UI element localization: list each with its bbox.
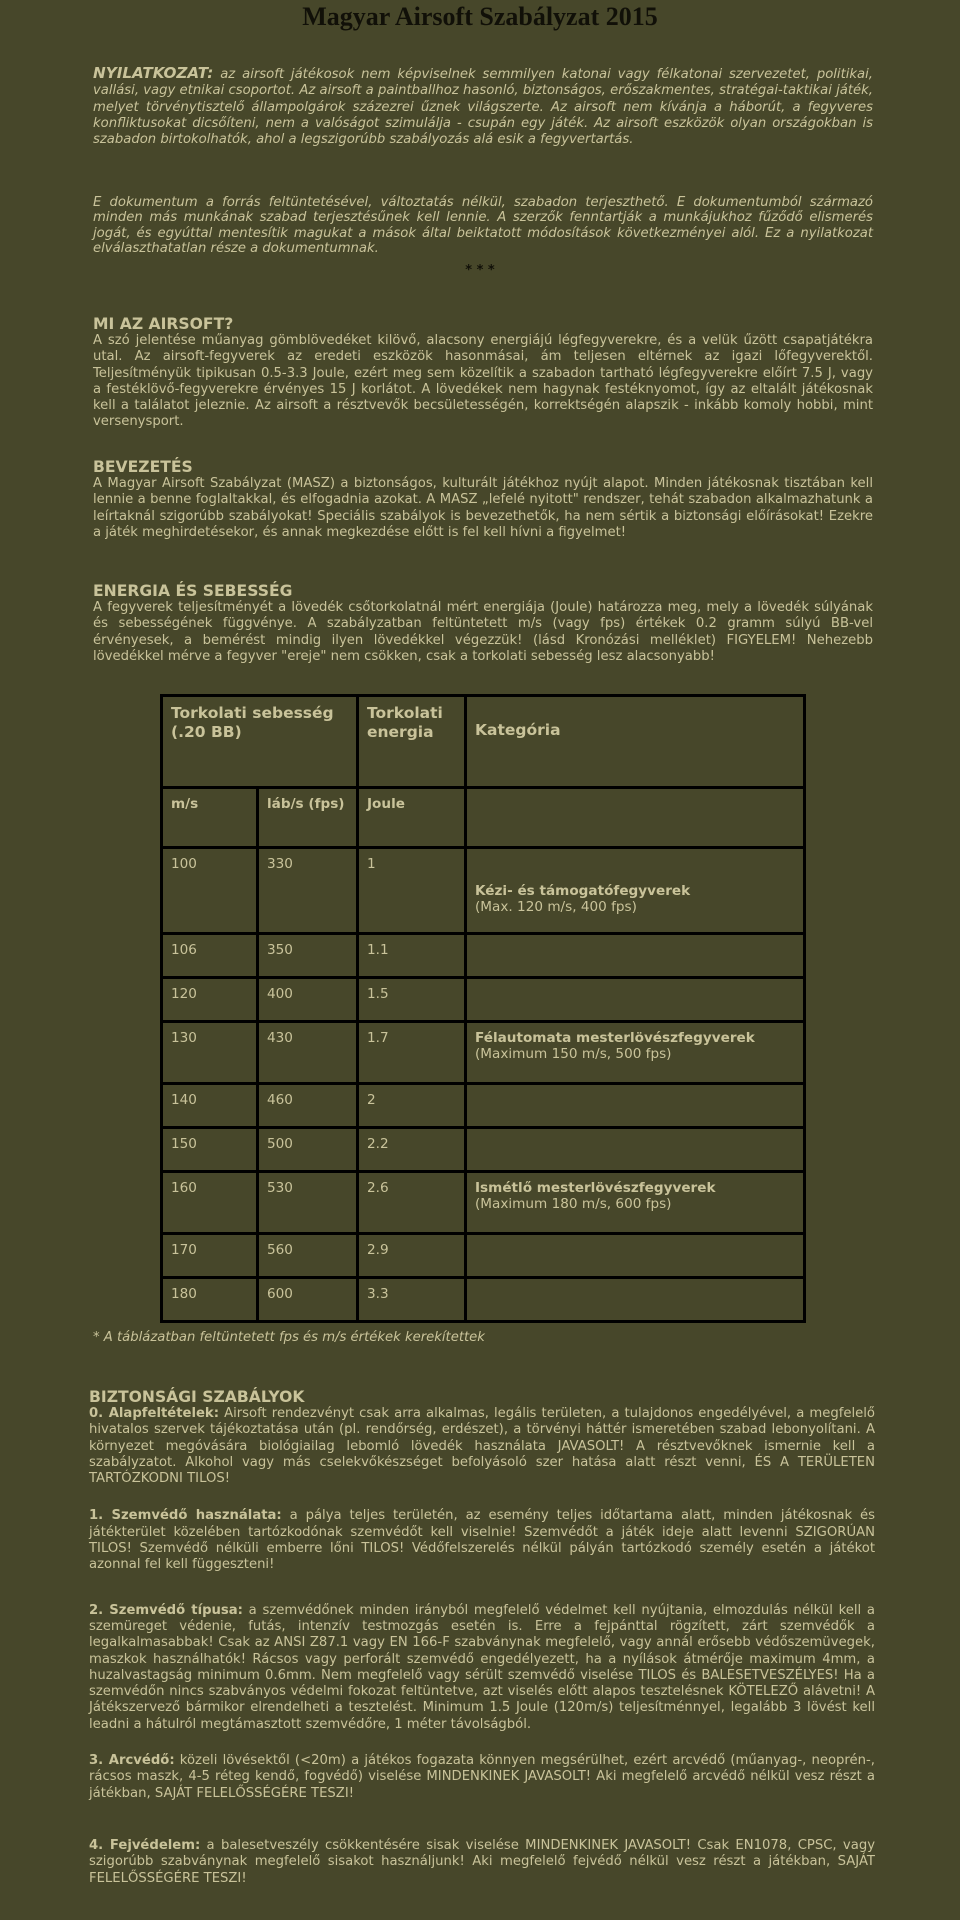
- section-text: A szó jelentése műanyag gömblövedéket kilövő, alacsony energiájú légfegyverekre, és a velük űzött csapatjátékra utal. Az airsoft-fegyverek az eredeti eszközök hasonmásai, ám teljesen eltérnek az igazi lőfegyverektől. Teljesítményük tipikusan 0.5-3.3 Joule, ezért meg sem közelítik a szabadon tartható légfegyverekre előírt 7.5 J, vagy a festéklövő-fegyverekre érvényes 15 J korlátot. A lövedékek nem hagynak festéknyomot, így az eltalált játékosnak kell a találatot jeleznie. Az airsoft a résztvevők becsületességén, korrektségén alapszik - inkább komoly hobbi, mint versenysport.: [93, 333, 873, 430]
- table-row: [162, 978, 805, 1022]
- table-row: [162, 1234, 805, 1278]
- cell-ms: 180: [162, 1278, 258, 1322]
- cell-joule: 2.6: [358, 1172, 466, 1234]
- cell-ms: 130: [162, 1022, 258, 1084]
- safety-rule-3: [89, 1753, 875, 1802]
- cell-fps: 330: [258, 848, 358, 934]
- category-limit: (Maximum 150 m/s, 500 fps): [475, 1046, 672, 1062]
- cell-joule: 2.2: [358, 1128, 466, 1172]
- table-row: [162, 1022, 805, 1084]
- cell-ms: 120: [162, 978, 258, 1022]
- cell-category: [466, 1172, 805, 1234]
- rule-text: a balesetveszély csökkentésére sisak viselése MINDENKINEK JAVASOLT! Csak EN1078, CPSC, vagy szigorúbb szabványnak megfelelő sisakot használjunk! Aki megfelelő fejvédő nélkül vesz részt a játékban, SAJÁT FELELŐSSÉGÉRE TESZI!: [89, 1837, 875, 1886]
- section-what-is-airsoft: [93, 315, 873, 431]
- cell-ms: 100: [162, 848, 258, 934]
- cell-ms: 150: [162, 1128, 258, 1172]
- table-subheader-row: [162, 788, 805, 848]
- cell-joule: 1: [358, 848, 466, 934]
- header-energy: Torkolati energia: [358, 696, 466, 788]
- rule-label: 4. Fejvédelem:: [89, 1837, 201, 1853]
- cell-fps: 560: [258, 1234, 358, 1278]
- category-name: Kézi- és támogatófegyverek: [475, 883, 691, 899]
- cell-joule: 1.7: [358, 1022, 466, 1084]
- cell-category: [466, 1234, 805, 1278]
- license-paragraph: E dokumentum a forrás feltüntetésével, változtatás nélkül, szabadon terjeszthető. E dokumentumból származó minden más munkának szabad terjesztésűnek kell lennie. A szerzők fenntartják a munkájukhoz fűződő elismerés jogát, és egyúttal mentesítik magukat a mások által beiktatott módosítások következményei alól. Ez a nyilatkozat elválaszthatatlan része a dokumentumnak.: [93, 195, 873, 256]
- section-energy-velocity: [93, 582, 873, 665]
- category-limit: (Max. 120 m/s, 400 fps): [475, 899, 637, 915]
- cell-fps: 430: [258, 1022, 358, 1084]
- cell-fps: 530: [258, 1172, 358, 1234]
- section-introduction: [93, 458, 873, 541]
- cell-ms: 106: [162, 934, 258, 978]
- disclaimer-text: az airsoft játékosok nem képviselnek semmilyen katonai vagy félkatonai szervezetet, politikai, vallási, vagy etnikai csoportot. Az airsoft a paintballhoz hasonló, biztonságos, erőszakmentes, stratégai-taktikai játék, melyet törvénytisztelő állampolgárok százezrei űznek világszerte. Az airsoft nem kívánja a háborút, a fegyveres konfliktusokat dicsőíteni, nem a valóságot szimulálja - csupán egy játék. Az airsoft eszközök olyan országokban is szabadon birtokolhatók, ahol a legszigorúbb szabályozás alá esik a fegyvertartás.: [93, 67, 873, 148]
- rule-label: 1. Szemvédő használata:: [89, 1508, 282, 1524]
- cell-joule: 2: [358, 1084, 466, 1128]
- cell-category: [466, 1022, 805, 1084]
- subheader-fps: láb/s (fps): [258, 788, 358, 848]
- subheader-empty: [466, 788, 805, 848]
- section-heading: MI AZ AIRSOFT?: [93, 315, 234, 333]
- section-text: A Magyar Airsoft Szabályzat (MASZ) a biztonságos, kulturált játékhoz nyújt alapot. Minden játékosnak tisztában kell lennie a benne foglaltakkal, és elfogadnia azokat. A MASZ „lefelé nyitott" rendszer, tehát szabadon alkalmazhatunk a leírtaknál szigorúbb szabályokat! Speciális szabályok is bevezethetők, ha nem sértik a biztonsági előírásokat! Ezekre a játék meghirdetésekor, és annak megkezdése előtt is fel kell hívni a figyelmet!: [93, 476, 873, 540]
- cell-fps: 500: [258, 1128, 358, 1172]
- header-velocity: Torkolati sebesség (.20 BB): [162, 696, 358, 788]
- page-title: Magyar Airsoft Szabályzat 2015: [302, 2, 658, 31]
- cell-fps: 460: [258, 1084, 358, 1128]
- disclaimer-paragraph: [93, 65, 873, 148]
- cell-category: [466, 848, 805, 934]
- rule-label: 3. Arcvédő:: [89, 1753, 175, 1769]
- cell-joule: 3.3: [358, 1278, 466, 1322]
- cell-fps: 350: [258, 934, 358, 978]
- category-limit: (Maximum 180 m/s, 600 fps): [475, 1196, 672, 1212]
- velocity-energy-table: [160, 694, 806, 1323]
- rule-label: 2. Szemvédő típusa:: [89, 1602, 243, 1618]
- cell-category: [466, 934, 805, 978]
- cell-joule: 1.1: [358, 934, 466, 978]
- section-heading: BEVEZETÉS: [93, 458, 193, 476]
- table-row: [162, 848, 805, 934]
- disclaimer-label: NYILATKOZAT:: [93, 64, 214, 82]
- cell-joule: 1.5: [358, 978, 466, 1022]
- rule-text: a szemvédőnek minden irányból megfelelő védelmet kell nyújtania, elmozdulás nélkül kell a szemüreget védenie, futás, intenzív testmozgás esetén is. Erre a fejpánttal rögzített, zárt szemvédők a legalkalmasabbak! Csak az ANSI Z87.1 vagy EN 166-F szabványnak megfelelő, vagy annál erősebb védőszemüvegek, maszkok használhatók! Rácsos vagy perforált szemvédő engedélyezett, ha a nyílások átmérője maximum 4mm, a huzalvastagság minimum 0.6mm. Nem megfelelő vagy sérült szemvédő viselése TILOS és BALESETVESZÉLYES! Ha a szemvédőn nincs szabványos védelmi fokozat feltüntetve, azt viselés előtt alapos tesztelésnek KÖTELEZŐ alávetni! A Játékszervező bármikor elrendelheti a tesztelést. Minimum 1.5 Joule (120m/s) teljesítménnyel, legalább 3 lövést kell leadni a hátulról megtámasztott szemvédőre, 1 méter távolságból.: [89, 1602, 875, 1732]
- table-row: [162, 1084, 805, 1128]
- safety-rule-2: [89, 1603, 875, 1733]
- cell-ms: 160: [162, 1172, 258, 1234]
- section-safety-rules: [89, 1388, 875, 1887]
- category-name: Félautomata mesterlövészfegyverek: [475, 1030, 755, 1046]
- section-text: A fegyverek teljesítményét a lövedék csőtorkolatnál mért energiája (Joule) határozza meg, mely a lövedék súlyának és sebességének függvénye. A szabályzatban feltüntetett m/s (vagy fps) értékek 0.2 gramm súlyú BB-vel érvényesek, a bemérést mindig ilyen lövedékkel végezzük! (lásd Kronózási melléklet) FIGYELEM! Nehezebb lövedékkel mérve a fegyver "ereje" nem csökken, csak a torkolati sebesség lesz alacsonyabb!: [93, 600, 873, 664]
- cell-category: [466, 978, 805, 1022]
- category-name: Ismétlő mesterlövészfegyverek: [475, 1180, 716, 1196]
- rule-label: 0. Alapfeltételek:: [89, 1406, 219, 1421]
- safety-rule-0: [89, 1406, 875, 1487]
- cell-category: [466, 1128, 805, 1172]
- cell-category: [466, 1084, 805, 1128]
- table-row: [162, 1172, 805, 1234]
- table-row: [162, 934, 805, 978]
- rule-text: a pálya teljes területén, az esemény teljes időtartama alatt, minden játékosnak és játékterület közelében tartózkodónak szemvédőt kell viselnie! Szemvédőt a játék ideje alatt levenni SZIGORÚAN TILOS! Szemvédő nélküli emberre lőni TILOS! Védőfelszerelés nélkül pályán tartózkodó személy esetén a játékot azonnal fel kell függeszteni!: [89, 1508, 875, 1573]
- table-footnote: * A táblázatban feltüntetett fps és m/s értékek kerekítettek: [93, 1330, 485, 1345]
- header-category: Kategória: [466, 696, 805, 788]
- table-row: [162, 1128, 805, 1172]
- cell-joule: 2.9: [358, 1234, 466, 1278]
- cell-ms: 170: [162, 1234, 258, 1278]
- table-header-row: [162, 696, 805, 788]
- table-row: [162, 1278, 805, 1322]
- safety-rule-1: [89, 1508, 875, 1573]
- cell-fps: 600: [258, 1278, 358, 1322]
- section-heading: ENERGIA ÉS SEBESSÉG: [93, 582, 293, 600]
- rule-text: Airsoft rendezvényt csak arra alkalmas, legális területen, a tulajdonos engedélyével, a megfelelő hivatalos szervek tájékoztatása után (pl. rendőrség, erdészet), a törvényi háttér ismeretében szabad lebonyolítani. A környezet megóvására biológiailag lebomló lövedék használata JAVASOLT! A résztvevőknek ismernie kell a szabályzatot. Alkohol vagy más cselekvőkészséget befolyásoló szer hatása alatt részt venni, ÉS A TERÜLETEN TARTÓZKODNI TILOS!: [89, 1406, 875, 1487]
- cell-category: [466, 1278, 805, 1322]
- section-heading: BIZTONSÁGI SZABÁLYOK: [89, 1388, 305, 1406]
- subheader-joule: Joule: [358, 788, 466, 848]
- section-separator: * * *: [465, 263, 495, 278]
- rule-text: közeli lövésektől (<20m) a játékos fogazata könnyen megsérülhet, ezért arcvédő (műanyag-, neoprén-, rácsos maszk, 4-5 réteg kendő, fogvédő) viselése MINDENKINEK JAVASOLT! Aki megfelelő arcvédő nélkül vesz részt a játékban, SAJÁT FELELŐSSÉGÉRE TESZI!: [89, 1753, 875, 1801]
- safety-rule-4: [89, 1838, 875, 1887]
- cell-ms: 140: [162, 1084, 258, 1128]
- cell-fps: 400: [258, 978, 358, 1022]
- subheader-ms: m/s: [162, 788, 258, 848]
